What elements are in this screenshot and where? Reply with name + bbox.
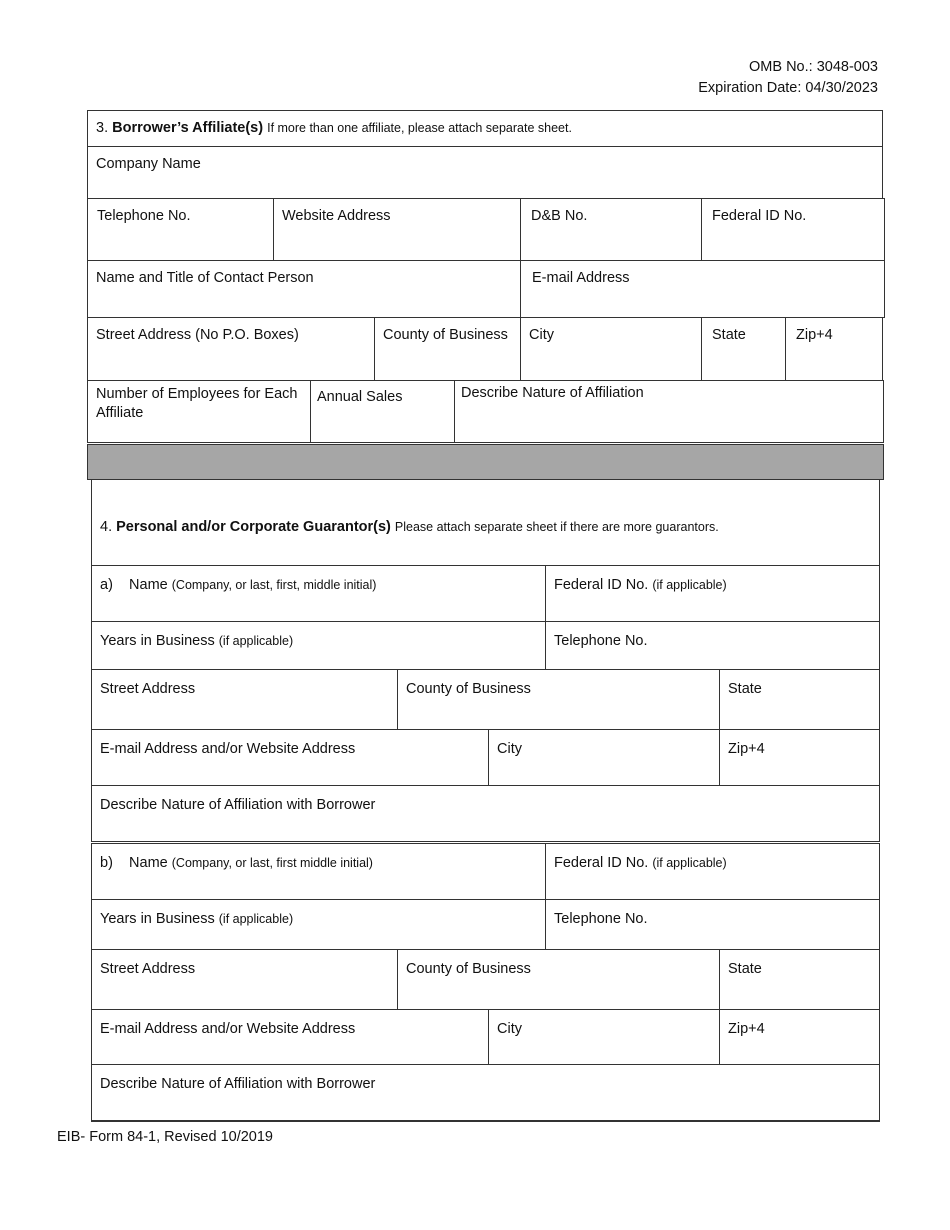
section-divider (87, 444, 884, 480)
guarantor-a-city-field[interactable] (488, 729, 720, 786)
guarantor-a-nature-field[interactable] (91, 785, 880, 842)
guarantor-b-county-field[interactable] (397, 949, 720, 1010)
affiliate-zip-label: Zip+4 (796, 327, 833, 343)
affiliate-street-field[interactable] (87, 317, 375, 381)
guarantor-a-years-field[interactable] (91, 621, 546, 670)
affiliate-federal-id-field[interactable] (701, 198, 885, 261)
affiliate-website-field[interactable] (273, 198, 521, 261)
guarantor-a-name-label: Name (129, 577, 168, 593)
guarantor-b-years-field[interactable] (91, 899, 546, 950)
affiliate-state-field[interactable] (701, 317, 786, 381)
guarantor-a-years-label: Years in Business (100, 633, 215, 649)
guarantor-a-fed-id-label: Federal ID No. (554, 577, 649, 593)
guarantor-b-county-label: County of Business (406, 961, 531, 977)
affiliate-telephone-field[interactable] (87, 198, 274, 261)
affiliation-nature-label: Describe Nature of Affiliation (461, 385, 644, 401)
affiliate-federal-id-label: Federal ID No. (712, 208, 807, 224)
guarantor-b-telephone-label: Telephone No. (554, 911, 648, 927)
guarantor-a-email-web-field[interactable] (91, 729, 489, 786)
omb-number: OMB No.: 3048-003 (749, 59, 878, 75)
affiliate-email-label: E-mail Address (532, 270, 630, 286)
guarantor-b-fed-id-field[interactable] (545, 843, 880, 900)
guarantor-b-nature-label: Describe Nature of Affiliation with Borrower (100, 1076, 376, 1092)
section3-title (87, 110, 883, 147)
guarantor-b-email-web-label: E-mail Address and/or Website Address (100, 1021, 356, 1037)
affiliate-telephone-label: Telephone No. (97, 208, 191, 224)
contact-person-label: Name and Title of Contact Person (96, 270, 314, 286)
guarantor-a-name-note: (Company, or last, first, middle initial) (171, 578, 377, 592)
affiliate-county-field[interactable] (374, 317, 521, 381)
guarantor-a-zip-label: Zip+4 (728, 741, 765, 757)
guarantor-a-telephone-label: Telephone No. (554, 633, 648, 649)
guarantor-a-fed-id-field[interactable] (545, 565, 880, 622)
guarantor-b-city-label: City (497, 1021, 522, 1037)
section4-note: Please attach separate sheet if there are more guarantors. (394, 520, 719, 534)
guarantor-a-years-note: (if applicable) (218, 634, 294, 648)
affiliation-nature-field[interactable] (454, 380, 884, 443)
guarantor-b-telephone-field[interactable] (545, 899, 880, 950)
guarantor-b-years-label: Years in Business (100, 911, 215, 927)
company-name-field[interactable] (87, 146, 883, 199)
guarantor-b-name-label: Name (129, 855, 168, 871)
affiliate-city-field[interactable] (520, 317, 702, 381)
guarantor-a-email-web-label: E-mail Address and/or Website Address (100, 741, 356, 757)
guarantor-b-street-label: Street Address (100, 961, 196, 977)
section3-heading: Borrower’s Affiliate(s) (112, 120, 264, 136)
form-header (698, 57, 878, 99)
guarantor-b-zip-label: Zip+4 (728, 1021, 765, 1037)
section4-heading: Personal and/or Corporate Guarantor(s) (116, 519, 391, 535)
guarantor-a-county-label: County of Business (406, 681, 531, 697)
section4-title (91, 479, 880, 566)
affiliate-dnb-label: D&B No. (531, 208, 588, 224)
guarantor-b-state-label: State (728, 961, 762, 977)
guarantor-b-city-field[interactable] (488, 1009, 720, 1065)
guarantor-b-state-field[interactable] (719, 949, 880, 1010)
guarantor-b-fed-id-label: Federal ID No. (554, 855, 649, 871)
guarantor-b-street-field[interactable] (91, 949, 398, 1010)
affiliate-street-label: Street Address (No P.O. Boxes) (96, 327, 299, 343)
affiliate-city-label: City (529, 327, 554, 343)
affiliate-county-label: County of Business (383, 327, 508, 343)
company-name-label: Company Name (96, 156, 201, 172)
guarantor-a-fed-id-note: (if applicable) (652, 578, 727, 592)
guarantor-a-county-field[interactable] (397, 669, 720, 730)
guarantor-b-fed-id-note: (if applicable) (652, 856, 727, 870)
guarantor-a-street-field[interactable] (91, 669, 398, 730)
form-id-footer: EIB- Form 84-1, Revised 10/2019 (57, 1129, 273, 1145)
section3-number: 3. (96, 120, 109, 136)
guarantor-b-zip-field[interactable] (719, 1009, 880, 1065)
guarantor-b-letter: b) (100, 855, 113, 871)
affiliate-state-label: State (712, 327, 746, 343)
guarantor-a-letter: a) (100, 577, 113, 593)
contact-person-field[interactable] (87, 260, 521, 318)
employees-label: Number of Employees for Each Affiliate (96, 386, 298, 421)
guarantor-b-nature-field[interactable] (91, 1064, 880, 1122)
guarantor-a-zip-field[interactable] (719, 729, 880, 786)
guarantor-a-street-label: Street Address (100, 681, 196, 697)
affiliate-dnb-field[interactable] (520, 198, 702, 261)
affiliate-website-label: Website Address (282, 208, 391, 224)
annual-sales-field[interactable] (310, 380, 455, 443)
guarantor-a-telephone-field[interactable] (545, 621, 880, 670)
section4-number: 4. (100, 519, 113, 535)
annual-sales-label: Annual Sales (317, 389, 403, 405)
expiration-date: Expiration Date: 04/30/2023 (698, 80, 878, 96)
guarantor-b-email-web-field[interactable] (91, 1009, 489, 1065)
affiliate-zip-field[interactable] (785, 317, 883, 381)
guarantor-b-name-note: (Company, or last, first middle initial) (171, 856, 373, 870)
guarantor-a-name-field[interactable] (91, 565, 546, 622)
guarantor-a-state-field[interactable] (719, 669, 880, 730)
employees-field[interactable] (87, 380, 311, 443)
guarantor-a-city-label: City (497, 741, 522, 757)
section3-note: If more than one affiliate, please attach separate sheet. (267, 121, 572, 135)
affiliate-email-field[interactable] (520, 260, 885, 318)
guarantor-b-years-note: (if applicable) (218, 912, 294, 926)
guarantor-a-nature-label: Describe Nature of Affiliation with Borrower (100, 797, 376, 813)
guarantor-a-state-label: State (728, 681, 762, 697)
guarantor-b-name-field[interactable] (91, 843, 546, 900)
